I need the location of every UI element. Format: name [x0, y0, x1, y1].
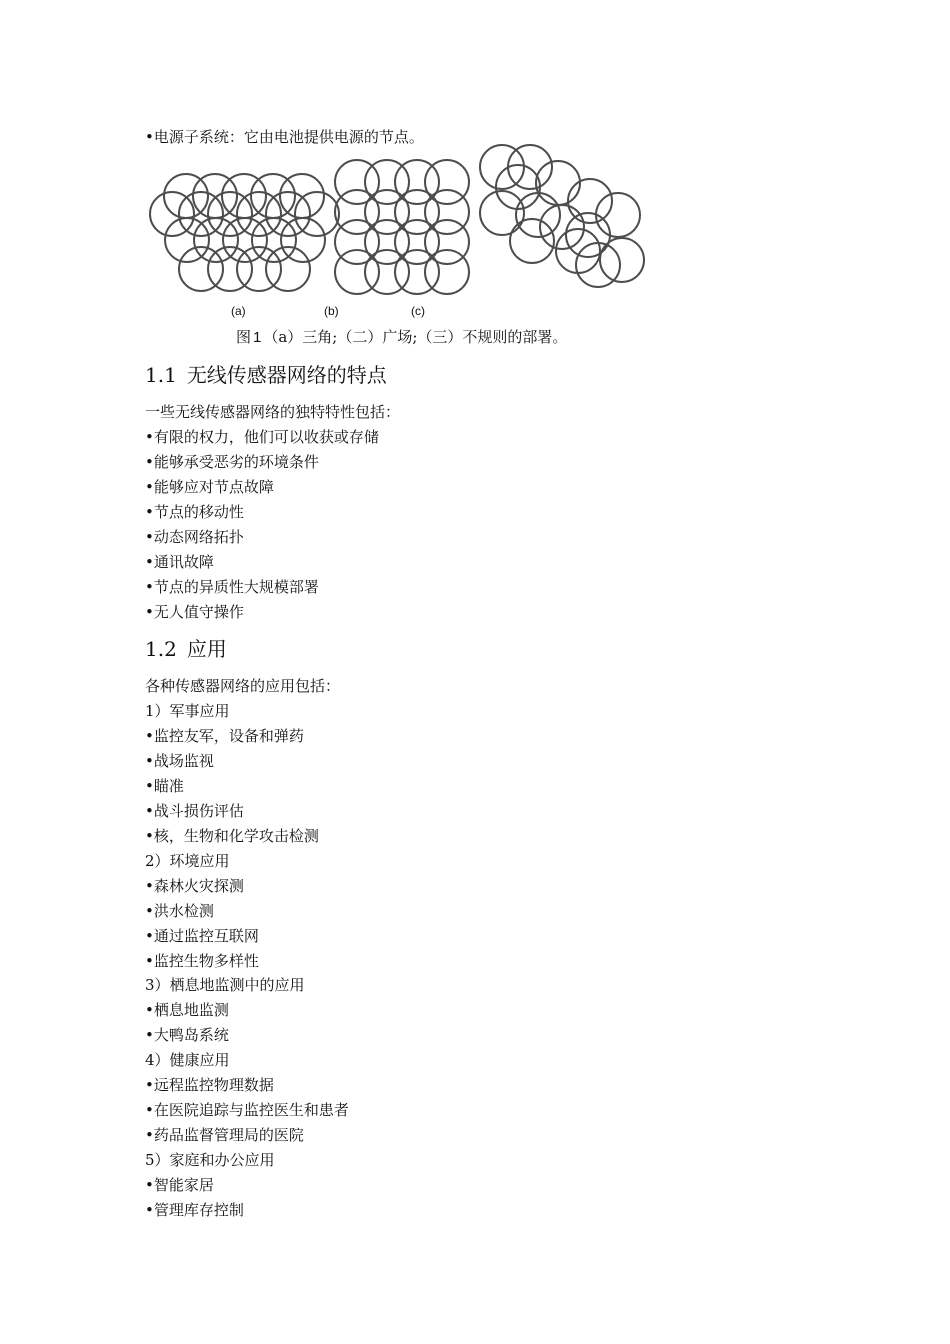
figure-label-b: (b)	[324, 304, 339, 318]
list-item: •动态网络拓扑	[145, 527, 244, 546]
sensor-coverage-circle	[540, 205, 584, 249]
section-2-number: 1.2	[145, 637, 177, 661]
list-item: •通讯故障	[145, 552, 214, 571]
sensor-coverage-circle	[194, 218, 238, 262]
sensor-coverage-circle	[281, 218, 325, 262]
section-1-heading	[145, 362, 387, 388]
list-item: •栖息地监测	[145, 1001, 229, 1020]
list-item: •通过监控互联网	[145, 926, 259, 945]
list-item: •瞄准	[145, 776, 184, 795]
irregular-deployment-diagram	[478, 145, 648, 285]
list-item: •森林火灾探测	[145, 876, 244, 895]
list-item: •无人值守操作	[145, 602, 244, 621]
list-item: •大鸭岛系统	[145, 1026, 229, 1045]
caption-number: 1	[253, 329, 262, 346]
list-item: •战场监视	[145, 751, 214, 770]
sensor-coverage-circle	[510, 219, 554, 263]
list-item: •节点的移动性	[145, 502, 244, 521]
sensor-coverage-circle	[480, 145, 524, 189]
sensor-coverage-circle	[425, 250, 469, 294]
figure-label-a: (a)	[231, 304, 246, 318]
section-2-title: 应用	[186, 637, 227, 661]
section-1-number: 1.1	[145, 363, 177, 387]
power-subsystem-bullet: •电源子系统：它由电池提供电源的节点。	[145, 128, 424, 146]
list-item: •能够应对节点故障	[145, 477, 274, 496]
sensor-coverage-circle	[600, 238, 644, 282]
sensor-coverage-circle	[536, 161, 580, 205]
list-item: 3）栖息地监测中的应用	[145, 976, 305, 995]
square-deployment-diagram	[330, 155, 475, 295]
section-2-heading	[145, 636, 227, 662]
sensor-coverage-circle	[596, 193, 640, 237]
list-item: •核，生物和化学攻击检测	[145, 826, 319, 845]
section-2-intro: 各种传感器网络的应用包括：	[145, 677, 341, 695]
list-item: •远程监控物理数据	[145, 1076, 274, 1095]
list-item: 1）军事应用	[145, 702, 230, 720]
list-item: •洪水检测	[145, 901, 214, 920]
sensor-coverage-circle	[556, 229, 600, 273]
sensor-coverage-circle	[480, 191, 524, 235]
triangle-deployment-diagram	[145, 170, 330, 295]
list-item: 5）家庭和办公应用	[145, 1151, 275, 1170]
list-item: •能够承受恶劣的环境条件	[145, 452, 319, 471]
list-item: •监控友军，设备和弹药	[145, 726, 304, 745]
sensor-coverage-circle	[252, 218, 296, 262]
list-item: •战斗损伤评估	[145, 801, 244, 820]
list-item: •智能家居	[145, 1176, 214, 1195]
list-item: •药品监督管理局的医院	[145, 1126, 304, 1145]
figure-label-c: (c)	[411, 304, 425, 318]
list-item: 2）环境应用	[145, 851, 230, 870]
sensor-coverage-circle	[508, 145, 552, 189]
sensor-coverage-circle	[223, 218, 267, 262]
sensor-coverage-circle	[516, 193, 560, 237]
list-item: •节点的异质性大规模部署	[145, 577, 319, 596]
sensor-coverage-circle	[266, 247, 310, 291]
list-item: 4）健康应用	[145, 1051, 230, 1070]
sensor-coverage-circle	[165, 218, 209, 262]
caption-text: （a）三角;（二）广场;（三）不规则的部署。	[263, 328, 568, 346]
list-item: •在医院追踪与监控医生和患者	[145, 1101, 349, 1120]
sensor-coverage-circle	[496, 165, 540, 209]
caption-prefix: 图	[236, 328, 252, 346]
section-1-intro: 一些无线传感器网络的独特特性包括：	[145, 403, 401, 421]
sensor-coverage-circle	[179, 247, 223, 291]
figure-caption	[236, 327, 567, 348]
sensor-coverage-circle	[566, 213, 610, 257]
sensor-coverage-circle	[237, 247, 281, 291]
list-item: •监控生物多样性	[145, 951, 259, 970]
list-item: •有限的权力，他们可以收获或存储	[145, 428, 379, 446]
list-item: •管理库存控制	[145, 1201, 244, 1219]
sensor-coverage-circle	[208, 247, 252, 291]
section-1-title: 无线传感器网络的特点	[186, 363, 387, 387]
